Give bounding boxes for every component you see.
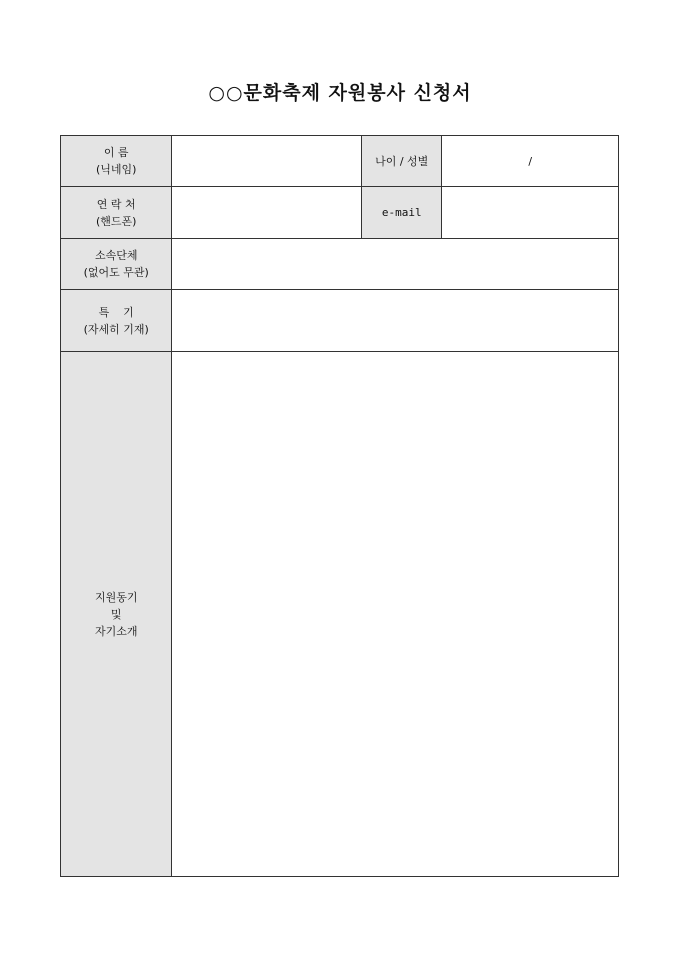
mobile-label: (핸드폰): [95, 214, 137, 228]
motivation-label: 지원동기: [94, 590, 138, 604]
special-skills-note: (자세히 기재): [83, 322, 149, 336]
nickname-label: (닉네임): [95, 163, 137, 176]
age-gender-label: 나이 / 성별: [362, 136, 442, 187]
form-row-name: [61, 136, 619, 187]
contact-label: 연 락 처: [96, 197, 136, 211]
contact-label-cell: [61, 187, 172, 239]
motivation-field[interactable]: [172, 352, 619, 877]
contact-field[interactable]: [172, 187, 362, 239]
organization-field[interactable]: [172, 239, 619, 290]
form-row-motivation: [61, 352, 619, 877]
form-row-contact: [61, 187, 619, 239]
application-form-table: [60, 135, 619, 877]
organization-label-cell: [61, 239, 172, 290]
form-title: ○○문화축제 자원봉사 신청서: [208, 82, 472, 104]
special-skills-label-cell: [61, 290, 172, 352]
name-label-cell: [61, 136, 172, 187]
self-introduction-label: 자기소개: [94, 624, 138, 638]
special-skills-field[interactable]: [172, 290, 619, 352]
age-gender-field[interactable]: /: [442, 136, 619, 187]
email-label: e-mail: [362, 187, 442, 239]
organization-note: (없어도 무관): [83, 266, 149, 279]
name-label: 이 름: [103, 146, 129, 159]
special-skills-label: 특 기: [98, 305, 134, 319]
motivation-and-label: 및: [110, 607, 122, 621]
organization-label: 소속단체: [94, 249, 138, 262]
motivation-label-cell: [61, 352, 172, 877]
email-field[interactable]: [442, 187, 619, 239]
form-row-organization: [61, 239, 619, 290]
form-row-special-skills: [61, 290, 619, 352]
name-field[interactable]: [172, 136, 362, 187]
